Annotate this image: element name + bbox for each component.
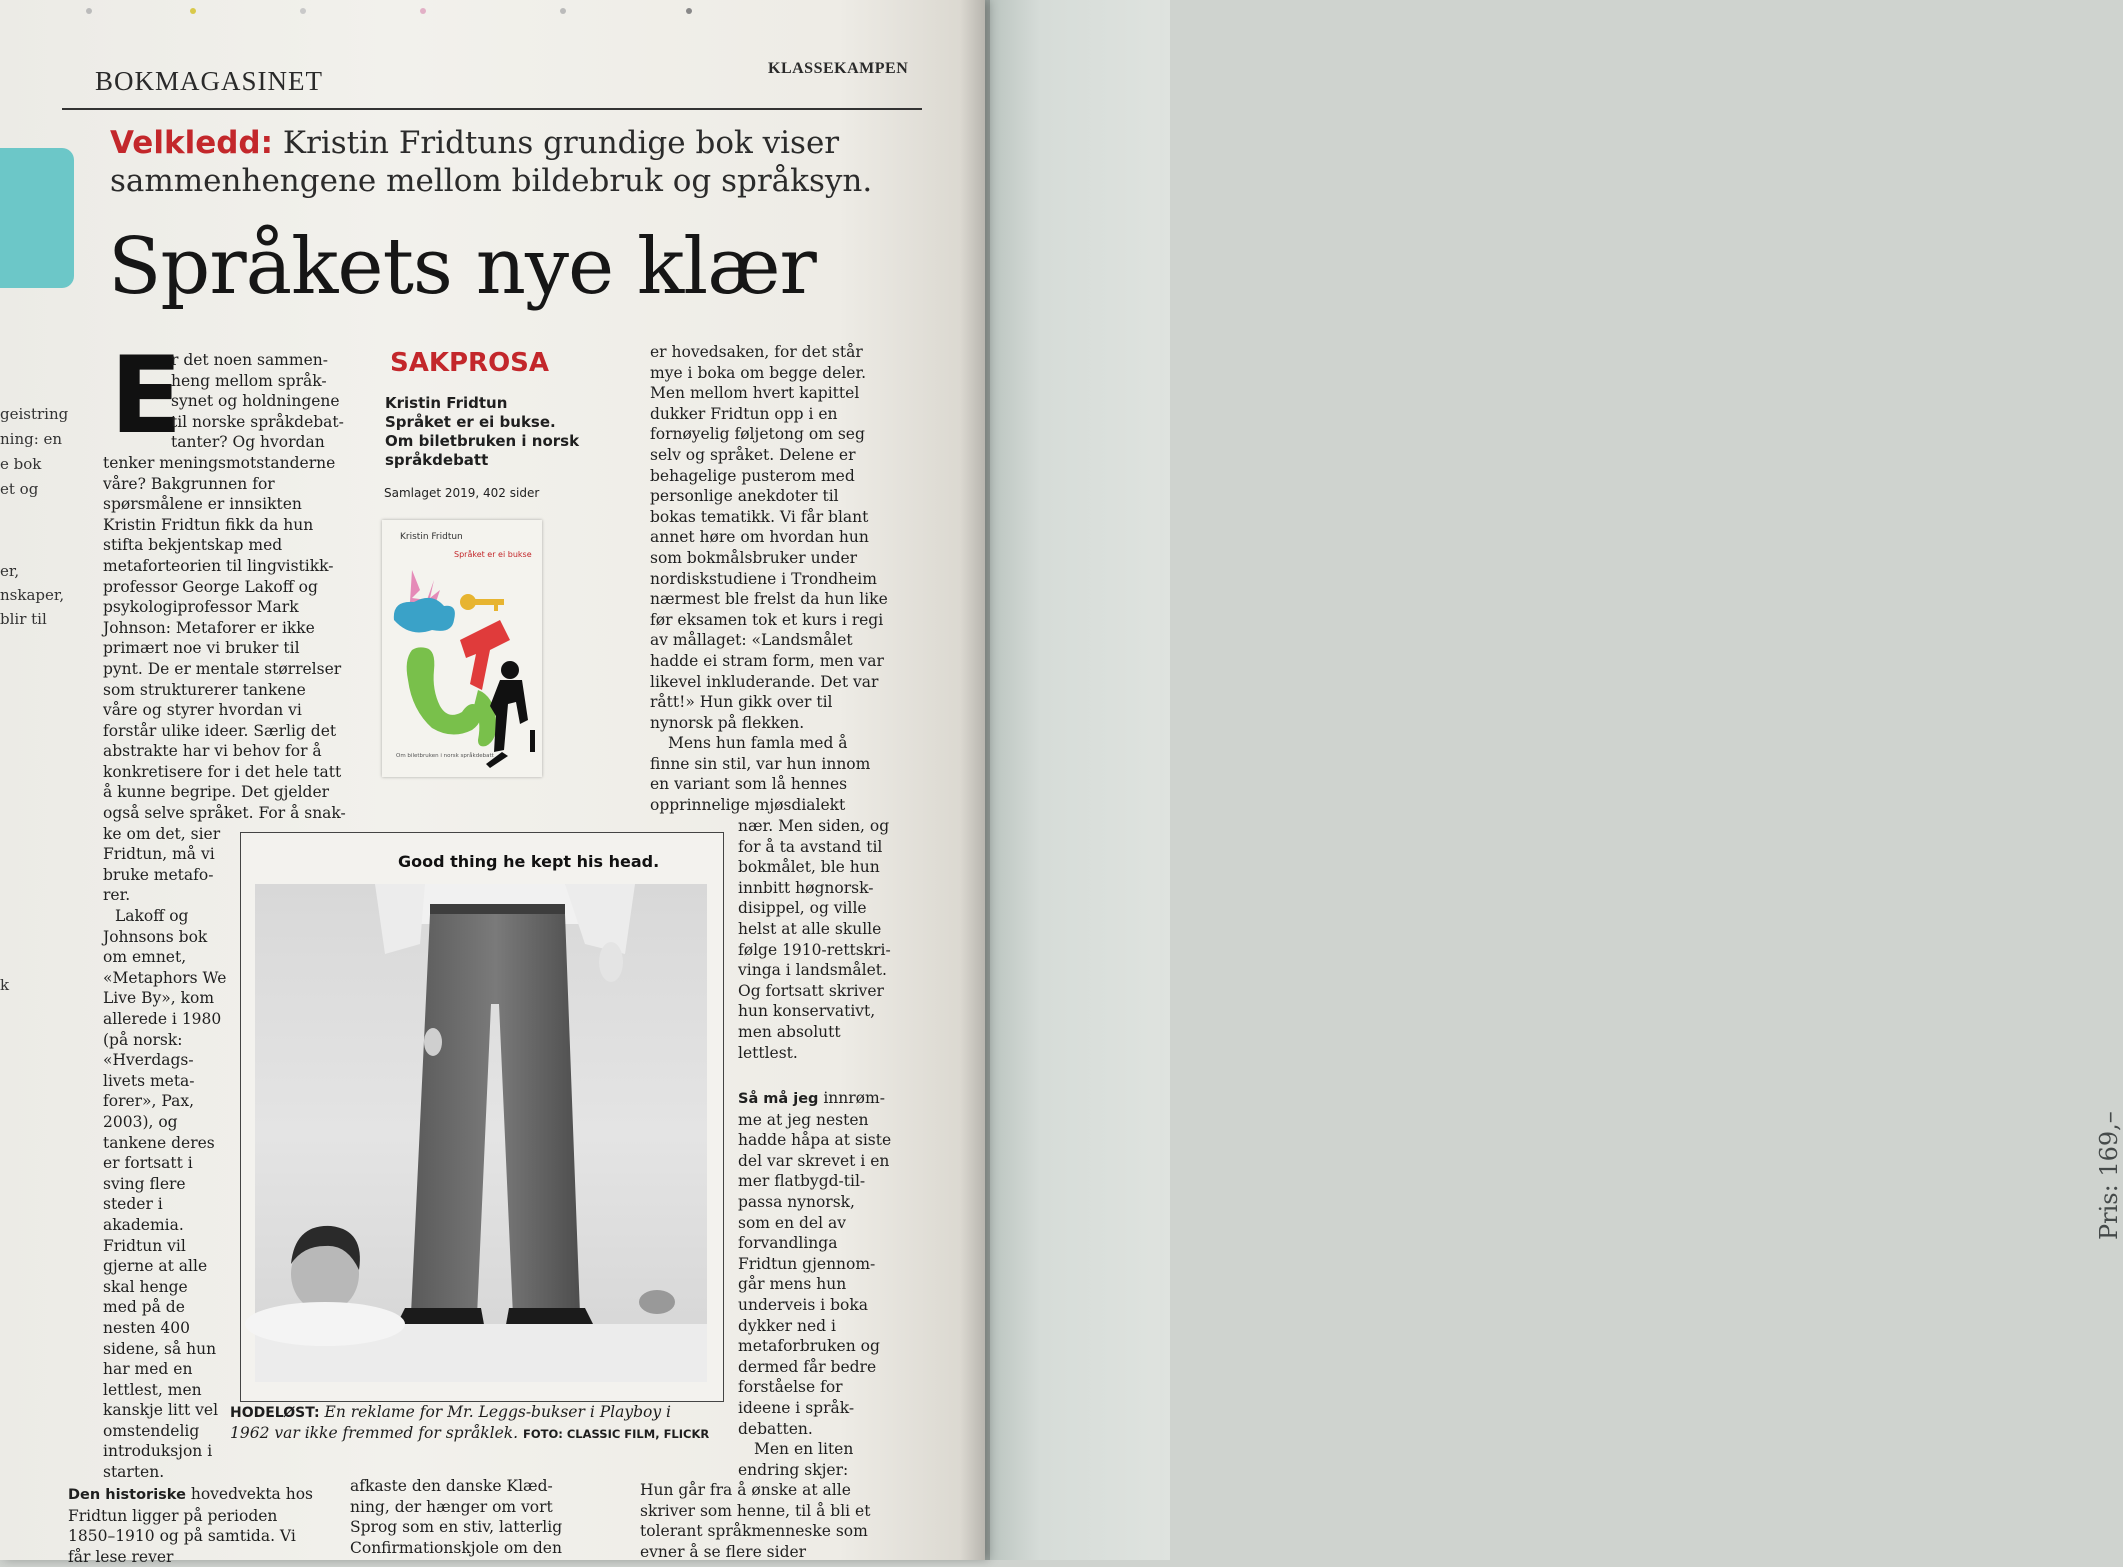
text-line: innbitt høgnorsk- [738, 878, 874, 897]
paragraph-text: ning, der hænger om vort [350, 1497, 553, 1516]
newspaper-page [0, 0, 985, 1566]
text-line: forstår ulike ideer. Særlig det [103, 721, 337, 740]
text-line: (på norsk: [103, 1030, 183, 1049]
text-line: dermed får bedre [738, 1357, 877, 1376]
paragraph-text: evner å se flere sider [640, 1542, 807, 1561]
text-line: går mens hun [738, 1275, 847, 1294]
text-line: gjerne at alle [103, 1257, 208, 1276]
caption-lead: HODELØST: [230, 1405, 320, 1421]
price-label: Pris: 169,– [2095, 1111, 2123, 1240]
text-line: r det noen sammen- [171, 351, 328, 369]
text-line: finne sin stil, var hun innom [650, 754, 871, 773]
text-line: Men mellom hvert kapittel [650, 384, 860, 403]
text-line: behagelige pusterom med [650, 466, 855, 485]
text-line: for å ta avstand til [738, 837, 883, 856]
text-line: følge 1910-rettskri- [738, 940, 891, 959]
text-line: akademia. [103, 1215, 184, 1234]
text-line: passa nynorsk, [738, 1192, 855, 1211]
cover-title: Språket er ei bukse [454, 550, 532, 559]
text-line: tanter? Og hvordan [171, 433, 325, 452]
text-line: bokas tematikk. Vi får blant [650, 507, 869, 526]
trousers-illustration [255, 884, 707, 1382]
text-line: Kristin Fridtun fikk da hun [103, 515, 314, 534]
text-line: hadde håpa at siste [738, 1131, 892, 1150]
caption-text: En reklame for Mr. Leggs-bukser i Playboy i 1962 var ikke fremmed for språklek. [230, 1403, 671, 1442]
paragraph-text: Confirmationskjole om den [350, 1538, 562, 1557]
text-line: av mållaget: «Landsmålet [650, 631, 853, 650]
text-line: er fortsatt i [103, 1154, 193, 1173]
book-info [385, 394, 615, 470]
text-line: «Hverdags- [103, 1051, 194, 1070]
text-line: vinga i landsmålet. [738, 961, 887, 980]
article-kicker [110, 124, 930, 200]
text-line: disippel, og ville [738, 899, 867, 918]
print-registration-dot [420, 8, 426, 14]
text-line: Johnsons bok [103, 927, 208, 946]
text-line: sving flere [103, 1174, 186, 1193]
text-line: me at jeg nesten [738, 1110, 869, 1129]
text-line: starten. [103, 1463, 165, 1482]
text-line: «Metaphors We [103, 968, 227, 987]
text-line: en variant som lå hennes [650, 775, 848, 794]
review-category: SAKPROSA [390, 348, 550, 378]
text-line: underveis i boka [738, 1295, 869, 1314]
text-line: kanskje litt vel [103, 1401, 219, 1420]
text-line: om emnet, [103, 948, 187, 967]
photo-caption [230, 1402, 710, 1444]
book-title-line: språkdebatt [385, 451, 489, 469]
text-line: spørsmålene er innsikten [103, 495, 302, 514]
text-line: bruke metafo- [103, 865, 214, 884]
text-line: tankene deres [103, 1133, 215, 1152]
text-line: omstendelig [103, 1421, 200, 1440]
text-line: rer. [103, 886, 131, 905]
text-line: fornøyelig føljetong om seg [650, 425, 865, 444]
paragraph-text: får lese rever [68, 1547, 174, 1566]
book-title-line: Om biletbruken i norsk [385, 432, 580, 450]
text-line: del var skrevet i en [738, 1151, 890, 1170]
text-line: dukker Fridtun opp i en [650, 404, 838, 423]
text-line: steder i [103, 1195, 163, 1214]
text-line: sidene, så hun [103, 1339, 217, 1358]
text-line: metaforbruken og [738, 1337, 880, 1356]
paragraph-text: hovedvekta hos [185, 1485, 313, 1503]
text-line: Mens hun famla med å [668, 734, 848, 753]
text-line: Men en liten [754, 1440, 854, 1459]
text-line: med på de [103, 1298, 185, 1317]
text-line: nynorsk på flekken. [650, 713, 805, 732]
text-line: Fridtun vil [103, 1236, 186, 1255]
text-line: annet høre om hvordan hun [650, 528, 869, 547]
print-registration-dot [86, 8, 92, 14]
bottom-middle-column [350, 1476, 620, 1558]
text-line: dykker ned i [738, 1316, 836, 1335]
bottom-left-column [68, 1484, 338, 1567]
text-line: livets meta- [103, 1071, 195, 1090]
text-line: er hovedsaken, for det står [650, 343, 863, 361]
text-line: som en del av [738, 1213, 846, 1232]
text-line: lettlest. [738, 1043, 798, 1062]
text-line: Johnson: Metaforer er ikke [103, 618, 315, 637]
paragraph-text: Fridtun ligger på perioden [68, 1506, 278, 1525]
photo-credit: FOTO: CLASSIC FILM, FLICKR [523, 1427, 710, 1441]
print-registration-dot [300, 8, 306, 14]
previous-page-color-block [0, 148, 74, 288]
text-line: men absolutt [738, 1022, 841, 1041]
text-line: mye i boka om begge deler. [650, 363, 867, 382]
text-line: før eksamen tok et kurs i regi [650, 610, 884, 629]
previous-page-fragment: k [0, 976, 10, 994]
paragraph-text: 1850–1910 og på samtida. Vi [68, 1527, 296, 1546]
text-line: forståelse for [738, 1378, 843, 1397]
text-line: mer flatbygd-til- [738, 1172, 866, 1191]
cover-author: Kristin Fridtun [400, 532, 463, 542]
text-line: psykologiprofessor Mark [103, 598, 299, 617]
text-line: heng mellom språk- [171, 371, 327, 390]
text-line: opprinnelige mjøsdialekt [650, 796, 846, 815]
text-line: lettlest, men [103, 1380, 202, 1399]
book-publisher: Samlaget 2019, 402 sider [384, 486, 540, 500]
text-line: har med en [103, 1360, 193, 1379]
text-line: 2003), og [103, 1112, 178, 1131]
paragraph-lead: Så må jeg [738, 1091, 819, 1107]
text-line: metaforteorien til lingvistikk- [103, 556, 334, 575]
book-cover [382, 520, 542, 777]
text-line: forer», Pax, [103, 1092, 195, 1111]
print-registration-dot [686, 8, 692, 14]
text-line: bokmålet, ble hun [738, 858, 880, 877]
article-headline: Språkets nye klær [108, 222, 816, 312]
text-line: ke om det, sier [103, 824, 221, 843]
previous-page-fragment: e bok [0, 455, 42, 473]
text-line: nær. Men siden, og [738, 817, 890, 835]
print-registration-dot [560, 8, 566, 14]
previous-page-fragment: blir til [0, 610, 47, 628]
paragraph-text: afkaste den danske Klæd- [350, 1477, 553, 1495]
text-line: forvandlinga [738, 1234, 838, 1253]
newspaper-masthead: KLASSEKAMPEN [768, 60, 909, 77]
text-line: nærmest ble frelst da hun like [650, 590, 888, 609]
text-line: som bokmålsbruker under [650, 548, 858, 567]
text-line: debatten. [738, 1419, 813, 1438]
text-line: Lakoff og [115, 907, 189, 926]
text-line: til norske språkdebat- [171, 412, 344, 431]
paragraph-lead: Den historiske [68, 1487, 186, 1503]
section-label: BOKMAGASINET [95, 66, 323, 96]
text-line: synet og holdningene [171, 392, 340, 411]
text-line: ideene i språk- [738, 1398, 855, 1417]
text-line: Live By», kom [103, 989, 215, 1008]
previous-page-fragment: et og [0, 480, 39, 498]
text-line: pynt. De er mentale størrelser [103, 659, 342, 678]
paragraph-text: tolerant språkmenneske som [640, 1522, 868, 1541]
text-line: primært noe vi bruker til [103, 639, 300, 658]
text-line: tenker meningsmotstanderne [103, 453, 336, 472]
text-line: allerede i 1980 [103, 1010, 222, 1028]
paragraph-text: innrøm- [818, 1089, 885, 1107]
page-spine-shadow [960, 0, 990, 1560]
kicker-lead: Velkledd: [110, 125, 273, 161]
previous-page-fragment: geistring [0, 405, 69, 423]
text-line: hadde ei stram form, men var [650, 651, 884, 670]
cover-illustration [382, 520, 542, 777]
text-line: selv og språket. Delene er [650, 445, 856, 464]
text-line: Fridtun gjennom- [738, 1254, 876, 1273]
text-line: våre? Bakgrunnen for [103, 474, 275, 493]
previous-page-fragment: nskaper, [0, 586, 65, 604]
header-rule [62, 108, 922, 110]
text-line: abstrakte har vi behov for å [103, 742, 322, 761]
article-column-3-wrap [738, 816, 891, 1063]
text-line: helst at alle skulle [738, 919, 882, 938]
cover-subtitle: Om biletbruken i norsk språkdebatt [396, 753, 494, 759]
text-line: introduksjon i [103, 1442, 213, 1461]
kicker-text: Kristin Fridtuns grundige bok viser sammenhengene mellom bildebruk og språksyn. [110, 125, 873, 199]
text-line: nordiskstudiene i Trondheim [650, 569, 877, 588]
text-line: professor George Lakoff og [103, 577, 318, 596]
text-line: endring skjer: [738, 1460, 849, 1479]
text-line: likevel inkluderande. Det var [650, 672, 879, 691]
previous-page-fragment: er, [0, 562, 20, 580]
drop-cap: E [110, 334, 183, 457]
text-line: å kunne begripe. Det gjelder [103, 783, 330, 802]
paragraph-text: Hun går fra å ønske at alle [640, 1481, 851, 1499]
text-line: også selve språket. For å snak- [103, 804, 346, 823]
text-line: Fridtun, må vi [103, 845, 215, 864]
book-author: Kristin Fridtun [385, 394, 508, 412]
bottom-right-column [640, 1480, 940, 1562]
article-column-3-continued [738, 1088, 891, 1480]
paragraph-text: skriver som henne, til å bli et [640, 1501, 871, 1520]
text-line: stifta bekjentskap med [103, 536, 283, 555]
right-page [985, 0, 2123, 1560]
ad-headline: Good thing he kept his head. [398, 852, 660, 871]
text-line: konkretisere for i det hele tatt [103, 762, 342, 781]
text-line: som strukturerer tankene [103, 680, 306, 699]
book-title-line: Språket er ei bukse. [385, 413, 556, 431]
text-line: rått!» Hun gikk over til [650, 693, 833, 712]
paragraph-text: Sprog som en stiv, latterlig [350, 1518, 563, 1537]
text-line: nesten 400 [103, 1318, 191, 1337]
print-registration-dot [190, 8, 196, 14]
article-column-3 [650, 342, 888, 816]
text-line: hun konservativt, [738, 1002, 876, 1021]
advertisement-photo [255, 884, 707, 1382]
text-line: personlige anekdoter til [650, 487, 839, 506]
text-line: skal henge [103, 1277, 188, 1296]
text-line: våre og styrer hvordan vi [103, 701, 302, 720]
text-line: Og fortsatt skriver [738, 981, 884, 1000]
previous-page-fragment: ning: en [0, 430, 63, 448]
